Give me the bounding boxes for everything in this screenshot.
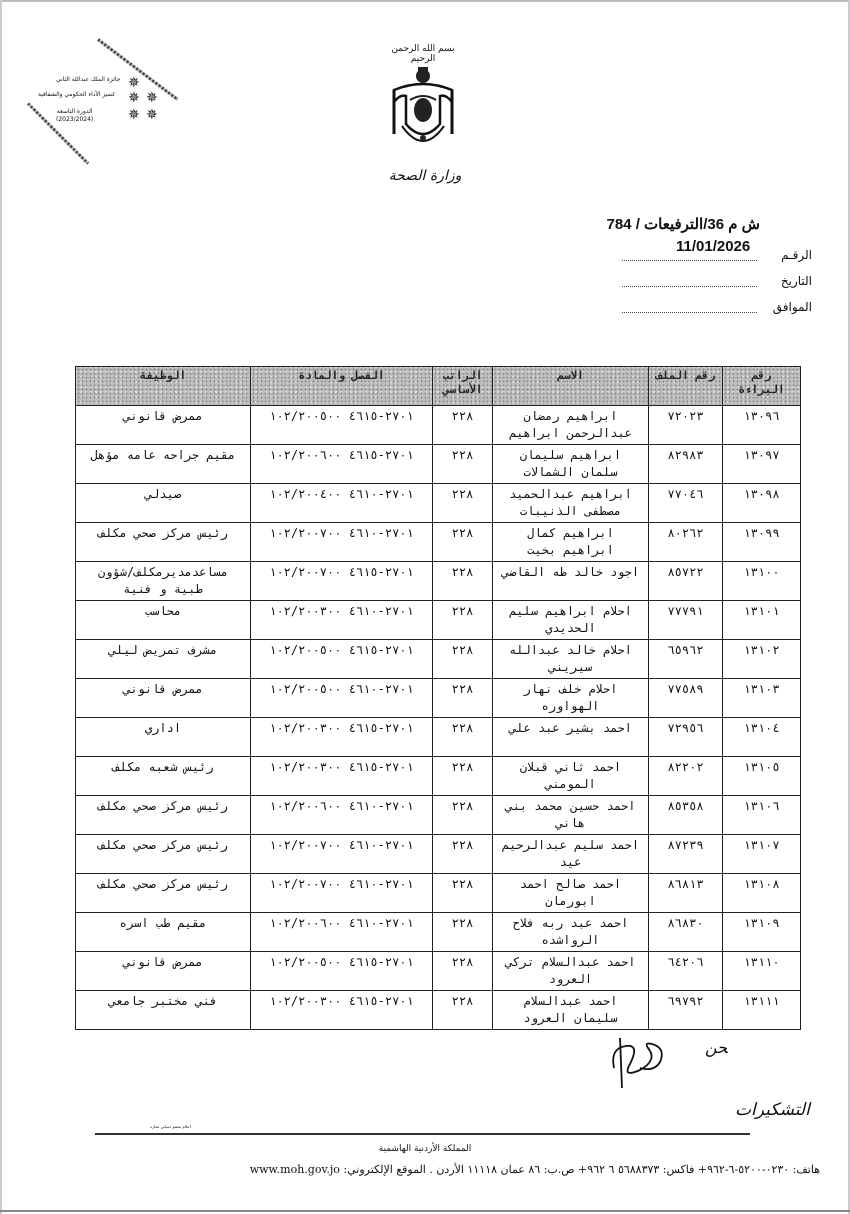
corresponding-label: الموافق — [772, 300, 812, 314]
table-row — [76, 757, 801, 796]
cell-chapter-item: ٢٧٠١-٤٦١٠ ١٠٢/٢٠٠٦٠٠ — [251, 913, 433, 952]
star-icon: ✵ — [146, 107, 158, 123]
cell-national-no: ١٣١٠١ — [723, 601, 801, 640]
page-edge-left — [0, 0, 2, 1214]
star-icon: ✵ — [146, 90, 158, 106]
cell-national-no: ١٣١٠٤ — [723, 718, 801, 757]
footer-note: اعلام معمو دسابي معاره — [150, 1124, 191, 1129]
table-row — [76, 952, 801, 991]
cell-file-no: ٧٧٥٨٩ — [649, 679, 723, 718]
cell-national-no: ١٣٠٩٨ — [723, 484, 801, 523]
cell-file-no: ٨٢٢٠٢ — [649, 757, 723, 796]
basmala: بسم الله الرحمن الرحيم — [391, 44, 455, 64]
table-row — [76, 874, 801, 913]
table-row — [76, 445, 801, 484]
cell-basic-salary: ٢٢٨ — [433, 952, 493, 991]
signature-scribble — [600, 1028, 680, 1093]
cell-basic-salary: ٢٢٨ — [433, 718, 493, 757]
cell-basic-salary: ٢٢٨ — [433, 640, 493, 679]
date-label: التاريخ — [780, 274, 812, 288]
cell-name: ابراهيم كمال ابراهيم بخيت — [493, 523, 649, 562]
cell-name: احلام خالد عبدالله سيريني — [493, 640, 649, 679]
cell-chapter-item: ٢٧٠١-٤٦١٠ ١٠٢/٢٠٠٣٠٠ — [251, 601, 433, 640]
reference-number: ش م 36/الترفيعات / 784 — [606, 216, 760, 233]
cell-name: احمد حسين محمد بني هاني — [493, 796, 649, 835]
cell-basic-salary: ٢٢٨ — [433, 796, 493, 835]
cell-basic-salary: ٢٢٨ — [433, 991, 493, 1030]
page-edge-bottom — [0, 1210, 850, 1212]
page-edge-top — [0, 0, 850, 2]
footer-country: المملكة الأردنية الهاشمية — [378, 1144, 472, 1154]
cell-file-no: ٨٥٣٥٨ — [649, 796, 723, 835]
star-icon: ✵ — [128, 75, 140, 91]
cell-file-no: ٧٧٧٩١ — [649, 601, 723, 640]
cell-name: احلام ابراهيم سليم الحديدي — [493, 601, 649, 640]
cell-basic-salary: ٢٢٨ — [433, 757, 493, 796]
cell-basic-salary: ٢٢٨ — [433, 913, 493, 952]
cell-basic-salary: ٢٢٨ — [433, 484, 493, 523]
cell-name: ابراهيم عبدالحميد مصطفى الذنيبات — [493, 484, 649, 523]
cc-label: التشكيرات — [735, 1100, 810, 1120]
promotions-table — [75, 366, 801, 1030]
cell-name: احمد عبدالسلام تركي العرود — [493, 952, 649, 991]
cell-national-no: ١٣٠٩٧ — [723, 445, 801, 484]
table-row — [76, 835, 801, 874]
coat-of-arms-icon — [388, 64, 458, 156]
cell-chapter-item: ٢٧٠١-٤٦١٥ ١٠٢/٢٠٠٥٠٠ — [251, 640, 433, 679]
footer-contact: هاتف: ٠٢٣٠-٥٢٠٠-٦-٩٦٢+ فاكس: ٥٦٨٨٣٧٣ ٦ ٩٦٢+ ص.ب: ٨٦ عمان ١١١١٨ الأردن . الموقع الإلكتروني: www.moh.gov.jo — [249, 1163, 820, 1176]
cell-chapter-item: ٢٧٠١-٤٦١٥ ١٠٢/٢٠٠٥٠٠ — [251, 952, 433, 991]
cell-job: مشرف تمريض ليلي — [76, 640, 251, 679]
cell-job: رئيس مركز صحي مكلف — [76, 835, 251, 874]
cell-chapter-item: ٢٧٠١-٤٦١٥ ١٠٢/٢٠٠٦٠٠ — [251, 445, 433, 484]
star-icon: ✵ — [128, 107, 140, 123]
cell-chapter-item: ٢٧٠١-٤٦١٠ ١٠٢/٢٠٠٤٠٠ — [251, 484, 433, 523]
cell-national-no: ١٣٠٩٩ — [723, 523, 801, 562]
number-dotted-line — [622, 260, 757, 261]
cell-name: ابراهيم رمضان عبدالرحمن ابراهيم — [493, 406, 649, 445]
table-row — [76, 484, 801, 523]
cell-basic-salary: ٢٢٨ — [433, 445, 493, 484]
table-row — [76, 562, 801, 601]
cell-national-no: ١٣١١٠ — [723, 952, 801, 991]
star-icon: ✵ — [128, 90, 140, 106]
cell-basic-salary: ٢٢٨ — [433, 835, 493, 874]
table-row — [76, 718, 801, 757]
cell-chapter-item: ٢٧٠١-٤٦١٠ ١٠٢/٢٠٠٧٠٠ — [251, 874, 433, 913]
cell-national-no: ١٣١٠٠ — [723, 562, 801, 601]
cell-name: احمد صالح احمد ابورمان — [493, 874, 649, 913]
cell-name: احمد ثاني قبلان المومني — [493, 757, 649, 796]
cell-file-no: ٦٤٢٠٦ — [649, 952, 723, 991]
cell-job: رئيس شعبه مكلف — [76, 757, 251, 796]
date-dotted-line — [622, 286, 757, 287]
cell-file-no: ٨٦٨١٣ — [649, 874, 723, 913]
cell-chapter-item: ٢٧٠١-٤٦١٠ ١٠٢/٢٠٠٧٠٠ — [251, 523, 433, 562]
cell-name: ابراهيم سليمان سلمان الشمالات — [493, 445, 649, 484]
reference-date: 11/01/2026 — [676, 238, 751, 255]
cell-basic-salary: ٢٢٨ — [433, 874, 493, 913]
corresponding-dotted-line — [622, 312, 757, 313]
cell-job: ممرض قانوني — [76, 952, 251, 991]
cell-job: فني مختبر جامعي — [76, 991, 251, 1030]
cell-file-no: ٨٥٧٢٢ — [649, 562, 723, 601]
footer-divider — [95, 1133, 750, 1135]
table-row — [76, 601, 801, 640]
date-field — [622, 274, 812, 292]
cell-job: رئيس مركز صحي مكلف — [76, 874, 251, 913]
award-line-1: جائزة الملك عبدالله الثاني — [56, 76, 121, 83]
table-row — [76, 406, 801, 445]
cell-file-no: ٦٥٩٦٢ — [649, 640, 723, 679]
table-row — [76, 796, 801, 835]
cell-chapter-item: ٢٧٠١-٤٦١٥ ١٠٢/٢٠٠٥٠٠ — [251, 406, 433, 445]
cell-name: احلام خلف نهار الهواوره — [493, 679, 649, 718]
cell-name: احمد عبدالسلام سليمان العرود — [493, 991, 649, 1030]
cell-name: اجود خالد طه القاضي — [493, 562, 649, 601]
table-row — [76, 523, 801, 562]
table-header-row — [76, 367, 801, 406]
cell-file-no: ٦٩٧٩٢ — [649, 991, 723, 1030]
cell-file-no: ٧٧٠٤٦ — [649, 484, 723, 523]
header-chapter-item: الفصل والمادة — [251, 367, 433, 406]
award-line-2: لتميز الأداء الحكومي والشفافية — [38, 91, 115, 98]
header-basic-salary: الراتب الأساسي — [433, 367, 493, 406]
award-line-3 — [56, 108, 93, 124]
cell-job: مقيم طب اسره — [76, 913, 251, 952]
cell-national-no: ١٣١٠٢ — [723, 640, 801, 679]
cell-chapter-item: ٢٧٠١-٤٦١٥ ١٠٢/٢٠٠٣٠٠ — [251, 718, 433, 757]
cell-basic-salary: ٢٢٨ — [433, 406, 493, 445]
signature-initials: ﺤﻦ — [705, 1038, 728, 1057]
table-row — [76, 679, 801, 718]
table-row — [76, 913, 801, 952]
corresponding-field — [622, 300, 812, 318]
cell-job: مساعدمديرمكلف/شؤون طبية و فنية — [76, 562, 251, 601]
cell-file-no: ٨٧٢٣٩ — [649, 835, 723, 874]
cell-job: محاسب — [76, 601, 251, 640]
cell-basic-salary: ٢٢٨ — [433, 601, 493, 640]
header-job: الوظيفة — [76, 367, 251, 406]
cell-national-no: ١٣١٠٥ — [723, 757, 801, 796]
cell-job: ممرض قانوني — [76, 679, 251, 718]
cell-file-no: ٨٠٢٦٢ — [649, 523, 723, 562]
cell-basic-salary: ٢٢٨ — [433, 562, 493, 601]
cell-national-no: ١٣١٠٧ — [723, 835, 801, 874]
cell-file-no: ٧٢٩٥٦ — [649, 718, 723, 757]
cell-chapter-item: ٢٧٠١-٤٦١٥ ١٠٢/٢٠٠٧٠٠ — [251, 562, 433, 601]
cell-basic-salary: ٢٢٨ — [433, 679, 493, 718]
cell-chapter-item: ٢٧٠١-٤٦١٥ ١٠٢/٢٠٠٣٠٠ — [251, 757, 433, 796]
cell-national-no: ١٣١١١ — [723, 991, 801, 1030]
number-label: الرقـم — [781, 248, 812, 262]
cell-job: صيدلي — [76, 484, 251, 523]
cell-chapter-item: ٢٧٠١-٤٦١٠ ١٠٢/٢٠٠٥٠٠ — [251, 679, 433, 718]
cell-chapter-item: ٢٧٠١-٤٦١٠ ١٠٢/٢٠٠٧٠٠ — [251, 835, 433, 874]
cell-job: مقيم جراحه عامه مؤهل — [76, 445, 251, 484]
cell-name: احمد عبد ربه فلاح الرواشده — [493, 913, 649, 952]
cell-job: ممرض قانوني — [76, 406, 251, 445]
cell-chapter-item: ٢٧٠١-٤٦١٥ ١٠٢/٢٠٠٣٠٠ — [251, 991, 433, 1030]
award-stamp — [28, 36, 178, 136]
header-name: الاسم — [493, 367, 649, 406]
cell-file-no: ٨٦٨٣٠ — [649, 913, 723, 952]
cell-file-no: ٨٢٩٨٣ — [649, 445, 723, 484]
cell-chapter-item: ٢٧٠١-٤٦١٠ ١٠٢/٢٠٠٦٠٠ — [251, 796, 433, 835]
cell-job: اداري — [76, 718, 251, 757]
table-row — [76, 640, 801, 679]
award-years: (2023/2024) — [56, 116, 94, 123]
table-row — [76, 991, 801, 1030]
number-field — [622, 248, 812, 266]
award-cycle: الدورة التاسعة — [56, 108, 93, 115]
cell-name: احمد بشير عبد علي — [493, 718, 649, 757]
cell-file-no: ٧٢٠٢٣ — [649, 406, 723, 445]
cell-job: رئيس مركز صحي مكلف — [76, 523, 251, 562]
cell-basic-salary: ٢٢٨ — [433, 523, 493, 562]
cell-name: احمد سليم عبدالرحيم عيد — [493, 835, 649, 874]
cell-job: رئيس مركز صحي مكلف — [76, 796, 251, 835]
header-national-no: رقم البراءة — [723, 367, 801, 406]
cell-national-no: ١٣١٠٨ — [723, 874, 801, 913]
header-file-no: رقم الملف — [649, 367, 723, 406]
ministry-name: وزارة الصحة — [388, 168, 462, 184]
cell-national-no: ١٣١٠٩ — [723, 913, 801, 952]
cell-national-no: ١٣٠٩٦ — [723, 406, 801, 445]
cell-national-no: ١٣١٠٣ — [723, 679, 801, 718]
cell-national-no: ١٣١٠٦ — [723, 796, 801, 835]
